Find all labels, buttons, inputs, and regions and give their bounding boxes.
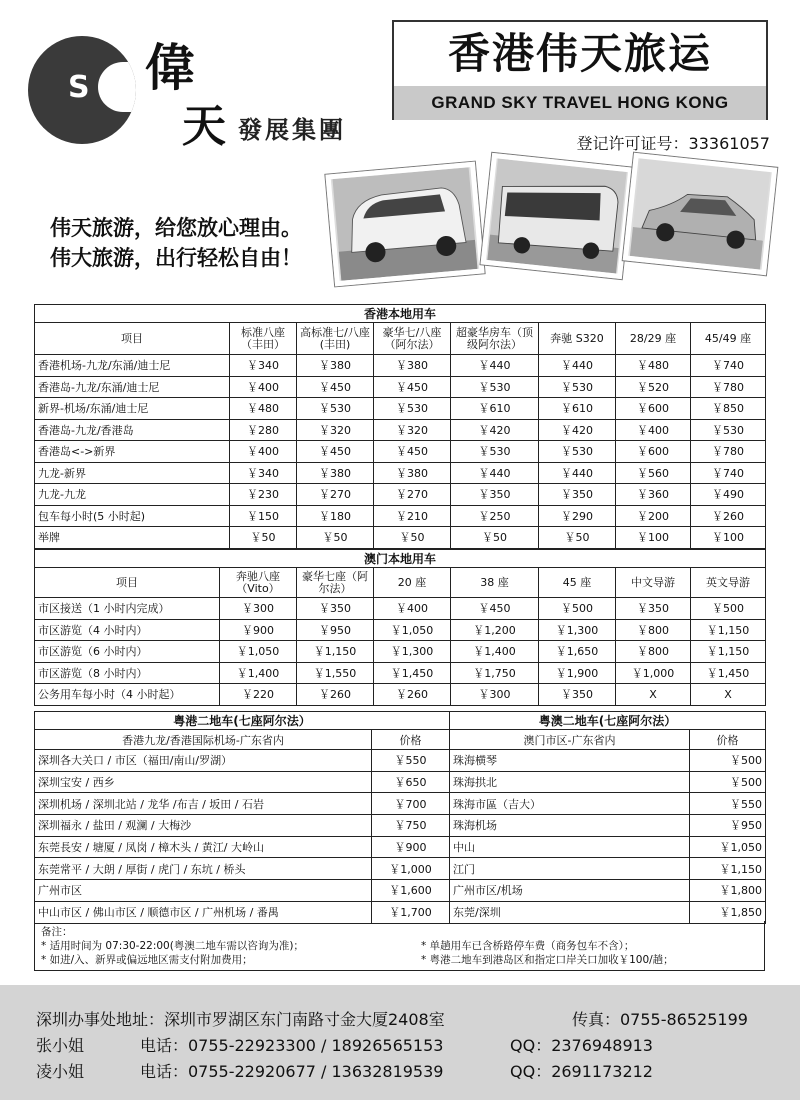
price-cell: ￥1,850 [690,901,766,923]
route-cell: 中山 [450,836,690,858]
table-row [35,641,766,663]
table-row [35,527,766,549]
price-cell: ￥200 [616,505,691,527]
column-header: 奔驰八座（Vito） [220,568,297,598]
column-header: 项目 [35,568,220,598]
price-cell: ￥530 [451,441,539,463]
coach-bus-photo [481,153,634,279]
route-cell: 九龙-九龙 [35,484,230,506]
table-row [35,684,766,706]
cross-border-table [34,711,766,924]
price-cell: X [691,684,766,706]
price-cell: ￥100 [616,527,691,549]
price-cell: ￥1,450 [374,662,451,684]
price-cell: ￥780 [691,376,766,398]
price-cell: ￥440 [539,355,616,377]
table-row [35,598,766,620]
route-cell: 市区接送（1 小时内完成） [35,598,220,620]
price-cell: ￥210 [374,505,451,527]
price-cell: ￥350 [539,484,616,506]
price-cell: ￥1,700 [372,901,450,923]
gd-hk-title: 粤港二地车(七座阿尔法） [35,712,450,730]
price-cell: ￥50 [230,527,297,549]
price-cell: ￥700 [372,793,450,815]
column-header: 中文导游 [616,568,691,598]
table-row [35,462,766,484]
price-header: 价格 [690,730,766,750]
price-cell: ￥490 [691,484,766,506]
price-cell: ￥530 [691,419,766,441]
route-cell: 东莞常平 / 大朗 / 厚街 / 虎门 / 东坑 / 桥头 [35,858,372,880]
price-cell: ￥480 [230,398,297,420]
price-cell: ￥740 [691,355,766,377]
price-cell: ￥440 [539,462,616,484]
route-cell: 香港机场-九龙/东涌/迪士尼 [35,355,230,377]
column-header: 豪华七座（阿尔法） [297,568,374,598]
price-cell: ￥380 [297,462,374,484]
price-cell: ￥1,150 [690,858,766,880]
price-cell: ￥800 [616,641,691,663]
note-4: * 粤港二地车到港岛区和指定口岸关口加收￥100/趟； [421,954,674,966]
route-cell: 深圳各大关口 / 市区（福田/南山/罗湖） [35,750,372,772]
gd-mo-subheader: 澳门市区-广东省内 [450,730,690,750]
price-cell: ￥340 [230,355,297,377]
macau-header-row [35,568,766,598]
route-cell: 深圳宝安 / 西乡 [35,771,372,793]
logo-letter: S [68,70,90,105]
company-logo-mark [28,36,136,144]
price-cell: ￥150 [230,505,297,527]
route-cell: 广州市区/机场 [450,880,690,902]
price-cell: ￥1,650 [539,641,616,663]
price-cell: ￥450 [374,441,451,463]
price-cell: ￥1,450 [691,662,766,684]
price-cell: ￥1,750 [451,662,539,684]
price-cell: ￥450 [374,376,451,398]
price-cell: ￥610 [539,398,616,420]
route-cell: 香港岛<->新界 [35,441,230,463]
price-cell: ￥300 [451,684,539,706]
price-cell: ￥360 [616,484,691,506]
contact-footer [0,985,800,1100]
price-cell: ￥220 [220,684,297,706]
price-cell: ￥1,800 [690,880,766,902]
contact-2-name: 凌小姐 [36,1062,85,1081]
price-cell: ￥400 [616,419,691,441]
route-cell: 珠海横琴 [450,750,690,772]
price-cell: ￥950 [690,815,766,837]
price-cell: ￥50 [539,527,616,549]
route-cell: 包车每小时(5 小时起) [35,505,230,527]
price-cell: ￥380 [297,355,374,377]
price-cell: ￥740 [691,462,766,484]
price-cell: X [616,684,691,706]
price-cell: ￥450 [297,441,374,463]
price-cell: ￥450 [451,598,539,620]
price-cell: ￥600 [616,398,691,420]
route-cell: 新界-机场/东涌/迪士尼 [35,398,230,420]
price-cell: ￥500 [690,771,766,793]
price-header: 价格 [372,730,450,750]
price-cell: ￥340 [230,462,297,484]
price-cell: ￥230 [230,484,297,506]
price-cell: ￥1,050 [690,836,766,858]
table-row [35,858,766,880]
price-cell: ￥800 [616,619,691,641]
price-cell: ￥400 [374,598,451,620]
table-row [35,662,766,684]
macau-title: 澳门本地用车 [35,550,766,568]
price-cell: ￥320 [297,419,374,441]
column-header: 45 座 [539,568,616,598]
price-cell: ￥750 [372,815,450,837]
price-cell: ￥1,000 [616,662,691,684]
price-cell: ￥1,150 [691,641,766,663]
price-cell: ￥1,050 [374,619,451,641]
route-cell: 市区游览（4 小时内） [35,619,220,641]
price-cell: ￥480 [616,355,691,377]
price-cell: ￥420 [539,419,616,441]
price-cell: ￥320 [374,419,451,441]
slogan-line-1: 伟天旅游，给您放心理由。 [50,215,302,240]
price-cell: ￥50 [297,527,374,549]
route-cell: 香港岛-九龙/东涌/迪士尼 [35,376,230,398]
price-cell: ￥270 [297,484,374,506]
price-cell: ￥550 [690,793,766,815]
table-row [35,836,766,858]
route-cell: 中山市区 / 佛山市区 / 顺德市区 / 广州机场 / 番禺 [35,901,372,923]
note-2: * 单趟用车已含桥路停车费（商务包车不含）； [421,940,635,952]
license-number: 登记许可证号：33361057 [576,134,770,153]
route-cell: 江门 [450,858,690,880]
route-cell: 广州市区 [35,880,372,902]
price-cell: ￥500 [690,750,766,772]
contact-2-phone: 电话：0755-22920677 / 13632819539 [140,1062,444,1081]
price-cell: ￥280 [230,419,297,441]
price-cell: ￥1,550 [297,662,374,684]
price-cell: ￥1,150 [691,619,766,641]
price-cell: ￥1,300 [539,619,616,641]
table-row [35,771,766,793]
note-1: * 适用时间为 07:30-22:00(粤澳二地车需以咨询为准)； [41,940,304,952]
table-row [35,815,766,837]
cross-header-row [35,730,766,750]
price-cell: ￥500 [539,598,616,620]
table-row [35,419,766,441]
price-cell: ￥600 [616,441,691,463]
price-cell: ￥50 [374,527,451,549]
price-cell: ￥530 [539,441,616,463]
price-cell: ￥350 [297,598,374,620]
table-row [35,376,766,398]
price-cell: ￥440 [451,462,539,484]
route-cell: 深圳福永 / 盐田 / 观澜 / 大梅沙 [35,815,372,837]
column-header: 英文导游 [691,568,766,598]
sedan-photo [623,153,778,275]
table-row [35,750,766,772]
contact-1-phone: 电话：0755-22923300 / 18926565153 [140,1036,444,1055]
contact-1-name: 张小姐 [36,1036,85,1055]
contact-1-qq: QQ：2376948913 [510,1036,653,1055]
column-header: 项目 [35,323,230,355]
price-cell: ￥1,000 [372,858,450,880]
route-cell: 九龙-新界 [35,462,230,484]
logo-char-wei: 偉 [145,38,195,97]
column-header: 豪华七/八座（阿尔法） [374,323,451,355]
route-cell: 东莞/深圳 [450,901,690,923]
price-cell: ￥500 [691,598,766,620]
column-header: 高标准七/八座(丰田) [297,323,374,355]
price-cell: ￥530 [374,398,451,420]
price-cell: ￥610 [451,398,539,420]
price-cell: ￥260 [691,505,766,527]
price-cell: ￥1,300 [374,641,451,663]
route-cell: 东莞長安 / 塘厦 / 凤岗 / 樟木头 / 黄江/ 大岭山 [35,836,372,858]
price-cell: ￥650 [372,771,450,793]
brand-title-en: GRAND SKY TRAVEL HONG KONG [394,86,766,120]
price-cell: ￥1,050 [220,641,297,663]
route-cell: 珠海市區（吉大） [450,793,690,815]
column-header: 38 座 [451,568,539,598]
logo-char-tian: 天 [182,101,226,152]
price-cell: ￥350 [539,684,616,706]
gd-hk-subheader: 香港九龙/香港国际机场-广东省内 [35,730,372,750]
route-cell: 市区游览（8 小时内） [35,662,220,684]
table-row [35,355,766,377]
price-cell: ￥560 [616,462,691,484]
cross-title-row [35,712,766,730]
price-cell: ￥530 [297,398,374,420]
sedan-icon [628,158,772,269]
column-header: 20 座 [374,568,451,598]
price-cell: ￥530 [451,376,539,398]
route-cell: 市区游览（6 小时内） [35,641,220,663]
price-cell: ￥440 [451,355,539,377]
brand-box [392,20,768,120]
minivan-icon [331,167,479,281]
price-cell: ￥900 [372,836,450,858]
column-header: 28/29 座 [616,323,691,355]
brand-title-cn: 香港伟天旅运 [394,22,766,86]
column-header: 超豪华房车（顶级阿尔法） [451,323,539,355]
hk-title-row [35,305,766,323]
price-cell: ￥550 [372,750,450,772]
price-cell: ￥1,400 [451,641,539,663]
note-3: * 如进/入、新界或偏远地区需支付附加费用； [41,954,253,966]
column-header: 45/49 座 [691,323,766,355]
price-cell: ￥950 [297,619,374,641]
price-cell: ￥450 [297,376,374,398]
price-cell: ￥1,400 [220,662,297,684]
price-cell: ￥260 [297,684,374,706]
table-row [35,793,766,815]
hk-title: 香港本地用车 [35,305,766,323]
price-cell: ￥100 [691,527,766,549]
price-cell: ￥260 [374,684,451,706]
price-cell: ￥350 [451,484,539,506]
price-cell: ￥290 [539,505,616,527]
price-cell: ￥400 [230,441,297,463]
fax-number: 传真：0755-86525199 [572,1010,748,1029]
price-cell: ￥180 [297,505,374,527]
slogan-line-2: 伟大旅游，出行轻松自由！ [50,245,302,270]
table-row [35,901,766,923]
price-cell: ￥520 [616,376,691,398]
price-cell: ￥1,900 [539,662,616,684]
price-cell: ￥1,150 [297,641,374,663]
notes-section [34,921,765,971]
column-header: 标准八座（丰田） [230,323,297,355]
contact-2-qq: QQ：2691173212 [510,1062,653,1081]
column-header: 奔驰 S320 [539,323,616,355]
price-cell: ￥400 [230,376,297,398]
price-cell: ￥1,600 [372,880,450,902]
price-cell: ￥50 [451,527,539,549]
price-cell: ￥850 [691,398,766,420]
price-cell: ￥530 [539,376,616,398]
table-row [35,484,766,506]
macau-local-table [34,549,766,706]
bus-icon [486,158,628,273]
hk-local-table [34,304,766,549]
price-cell: ￥250 [451,505,539,527]
table-row [35,619,766,641]
logo-subtitle: 發展集團 [238,115,346,144]
price-cell: ￥420 [451,419,539,441]
table-row [35,398,766,420]
route-cell: 深圳机场 / 深圳北站 / 龙华 /布吉 / 坂田 / 石岩 [35,793,372,815]
minivan-photo [325,162,484,287]
route-cell: 珠海机场 [450,815,690,837]
table-row [35,505,766,527]
price-cell: ￥780 [691,441,766,463]
notes-title: 备注： [41,926,73,938]
hk-header-row [35,323,766,355]
price-cell: ￥270 [374,484,451,506]
office-address: 深圳办事处地址：深圳市罗湖区东门南路寸金大厦2408室 [36,1010,445,1029]
macau-title-row [35,550,766,568]
price-cell: ￥380 [374,462,451,484]
gd-mo-title: 粤澳二地车(七座阿尔法） [450,712,766,730]
table-row [35,880,766,902]
route-cell: 公务用车每小时（4 小时起） [35,684,220,706]
table-row [35,441,766,463]
route-cell: 珠海拱北 [450,771,690,793]
price-cell: ￥900 [220,619,297,641]
price-cell: ￥380 [374,355,451,377]
route-cell: 举牌 [35,527,230,549]
route-cell: 香港岛-九龙/香港岛 [35,419,230,441]
price-cell: ￥350 [616,598,691,620]
price-cell: ￥1,200 [451,619,539,641]
price-cell: ￥300 [220,598,297,620]
